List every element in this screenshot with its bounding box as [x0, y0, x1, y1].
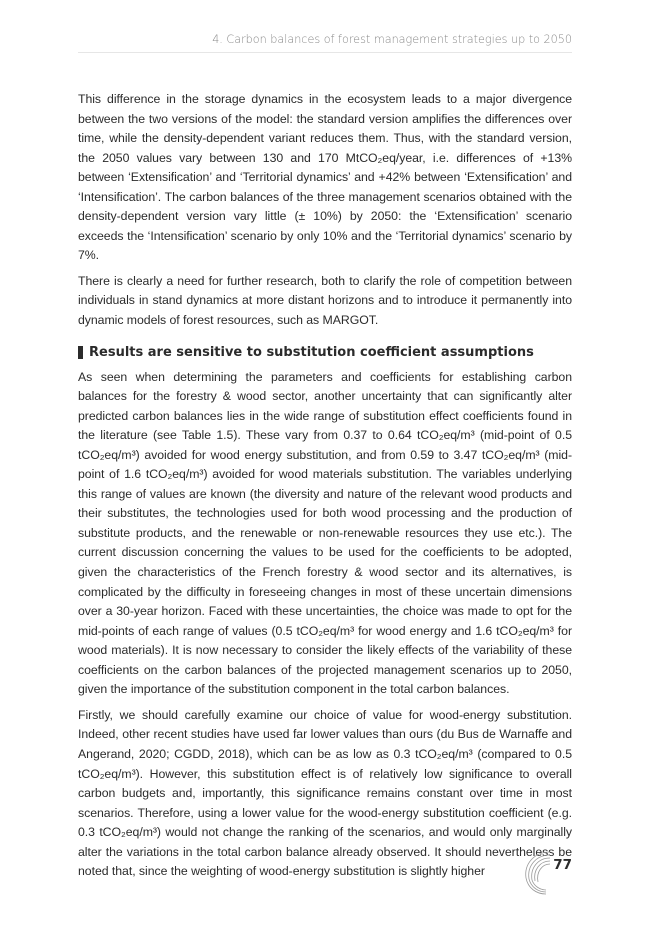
- page-number: 77: [553, 857, 572, 873]
- header-rule: [78, 52, 572, 53]
- running-header: 4. Carbon balances of forest management strategies up to 2050: [212, 33, 572, 46]
- paragraph-further-research: There is clearly a need for further research, both to clarify the role of competition between individuals in stand dynamics at more distant horizons and to introduce it permanently into dynamic models of forest resources, such as MARGOT.: [78, 273, 572, 328]
- page-number-block: [520, 846, 572, 898]
- section-heading: [78, 345, 572, 360]
- paragraph-substitution-coefficients: As seen when determining the parameters and coefficients for establishing carbon balances for the forestry & wood sector, another uncertainty that can significantly alter predicted carbon balances lies in the wide range of substitution effect coefficients found in the literature (see Table 1.5). These vary from 0.37 to 0.64 tCO₂eq/m³ (mid-point of 0.5 tCO₂eq/m³) avoided for wood energy substitution, and from 0.59 to 3.47 tCO₂eq/m³ (mid-point of 1.6 tCO₂eq/m³) avoided for wood materials substitution. The variables underlying this range of values are known (the diversity and nature of the relevant wood products and their substitutes, the technologies used for both wood processing and the production of substitute products, and the renewable or non-renewable resources they use etc.). The current discussion concerning the values to be used for the coefficients to be adopted, given the characteristics of the French forestry & wood sector and its alternatives, is complicated by the difficulty in foreseeing changes in most of these uncertain dimensions over a 30-year horizon. Faced with these uncertainties, the choice was made to opt for the mid-points of each range of values (0.5 tCO₂eq/m³ for wood energy and 1.6 tCO₂eq/m³ for wood materials). It is now necessary to consider the likely effects of the variability of these coefficients on the carbon balances of the projected management scenarios up to 2050, given the importance of the substitution component in the total carbon balances.: [78, 369, 572, 697]
- page-body: [78, 90, 572, 888]
- paragraph-storage-dynamics: This difference in the storage dynamics in the ecosystem leads to a major divergence between the two versions of the model: the standard version amplifies the differences over time, while the density-dependent variant reduces them. Thus, with the standard version, the 2050 values vary between 130 and 170 MtCO₂eq/year, i.e. differences of +13% between ‘Extensification’ and ‘Territorial dynamics’ and +42% between ‘Extensification’ and ‘Intensification’. The carbon balances of the three management scenarios obtained with the density-dependent version vary little (± 10%) by 2050: the ‘Extensification’ scenario exceeds the ‘Intensification’ scenario by only 10% and the ‘Territorial dynamics’ scenario by 7%.: [78, 92, 572, 263]
- paragraph-wood-energy: Firstly, we should carefully examine our choice of value for wood-energy substitution. Indeed, other recent studies have used far lower values than ours (du Bus de Warnaffe and Angerand, 2020; CGDD, 2018), which can be as low as 0.3 tCO₂eq/m³ (compared to 0.5 tCO₂eq/m³). However, this substitution effect is of relatively low significance to overall carbon budgets and, importantly, this significance remains constant over time in most scenarios. Therefore, using a lower value for the wood-energy substitution coefficient (e.g. 0.3 tCO₂eq/m³) would not change the ranking of the scenarios, and would only marginally alter the variations in the total carbon balance already observed. It should nevertheless be noted that, since the weighting of wood-energy substitution is slightly higher: [78, 707, 572, 879]
- heading-bar-icon: [78, 346, 83, 359]
- section-heading-text: Results are sensitive to substitution coefficient assumptions: [89, 344, 534, 360]
